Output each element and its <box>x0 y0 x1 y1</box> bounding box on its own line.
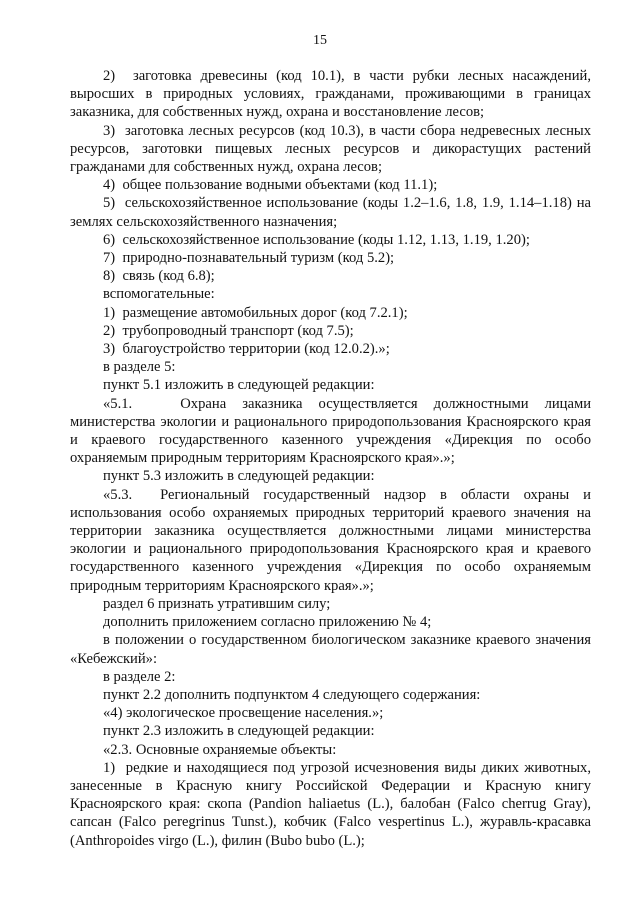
paragraph: 1) размещение автомобильных дорог (код 7.2.1); <box>103 304 408 321</box>
paragraph: вспомогательные: <box>103 286 215 303</box>
paragraph: в положении о государственном биологическом заказнике краевого значения «Кебежский»: <box>70 632 591 667</box>
paragraph: пункт 5.1 изложить в следующей редакции: <box>103 377 375 394</box>
document-body <box>70 67 591 850</box>
paragraph: пункт 2.3 изложить в следующей редакции: <box>103 723 375 740</box>
paragraph: пункт 5.3 изложить в следующей редакции: <box>103 468 375 485</box>
paragraph: 4) общее пользование водными объектами (код 11.1); <box>103 177 438 194</box>
paragraph: 5) сельскохозяйственное использование (коды 1.2–1.6, 1.8, 1.9, 1.14–1.18) на землях сельскохозяйственного назначения; <box>70 195 591 230</box>
paragraph: пункт 2.2 дополнить подпунктом 4 следующего содержания: <box>103 686 481 703</box>
page-number: 15 <box>313 33 327 48</box>
paragraph: «2.3. Основные охраняемые объекты: <box>103 741 337 758</box>
paragraph: в разделе 2: <box>103 668 176 685</box>
paragraph: раздел 6 признать утратившим силу; <box>103 595 331 612</box>
paragraph: 3) заготовка лесных ресурсов (код 10.3), в части сбора недревесных лесных ресурсов, заготовки пищевых лесных ресурсов и дикорастущих растений гражданами для собственных нужд, охрана лесов; <box>70 122 591 176</box>
paragraph: «4) экологическое просвещение населения.»; <box>103 705 384 722</box>
paragraph: в разделе 5: <box>103 359 176 376</box>
paragraph: дополнить приложением согласно приложению № 4; <box>103 614 432 631</box>
paragraph: «5.3. Региональный государственный надзор в области охраны и использования особо охраняемых природных территорий краевого значения на территории заказника осуществляется должностными лицами министерства экологии и рационального природопользования Красноярского края и краевого государственного казенного учреждения «Дирекция по особо охраняемым природным территориям Красноярского края».»; <box>70 486 591 594</box>
paragraph: 3) благоустройство территории (код 12.0.2).»; <box>103 341 390 358</box>
paragraph: 2) заготовка древесины (код 10.1), в части рубки лесных насаждений, выросших в природных условиях, гражданами, проживающими в границах заказника, для собственных нужд, охрана и восстановление лесов; <box>70 68 591 121</box>
paragraph: 7) природно-познавательный туризм (код 5.2); <box>103 250 395 267</box>
paragraph: «5.1. Охрана заказника осуществляется должностными лицами министерства экологии и рационального природопользования Красноярского края и краевого государственного казенного учреждения «Дирекция по особо охраняемым природным территориям Красноярского края».»; <box>70 395 591 467</box>
paragraph: 2) трубопроводный транспорт (код 7.5); <box>103 322 354 339</box>
paragraph: 8) связь (код 6.8); <box>103 268 215 285</box>
paragraph: 1) редкие и находящиеся под угрозой исчезновения виды диких животных, занесенные в Красную книгу Российской Федерации и Красную книгу Красноярского края: скопа (Pandion haliaetus (L.), балобан (Falco cherrug Gray), сапсан (Falco peregrinus Tunst.), кобчик (Falco vespertinus L.), журавль-красавка (Anthropoides virgo (L.), филин (Bubo bubo (L.); <box>70 759 591 849</box>
paragraph: 6) сельскохозяйственное использование (коды 1.12, 1.13, 1.19, 1.20); <box>103 231 530 248</box>
